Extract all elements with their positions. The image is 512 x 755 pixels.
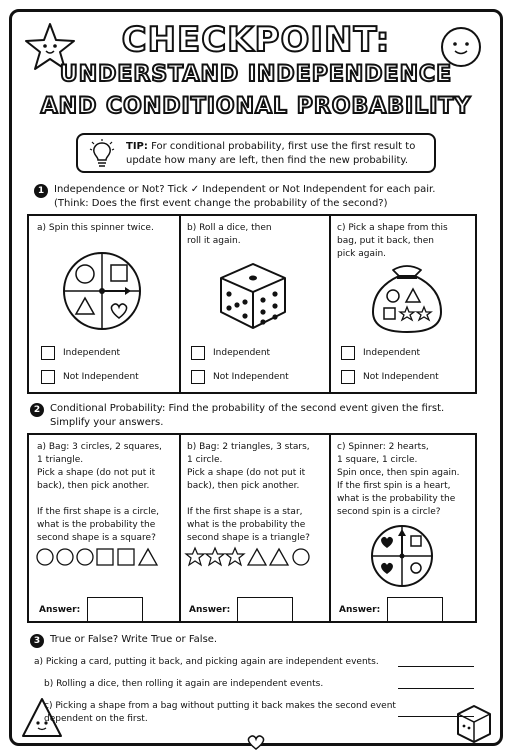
label-a-not-independent: Not Independent bbox=[63, 372, 139, 382]
label-c-not-independent: Not Independent bbox=[363, 372, 439, 382]
answer-a-box[interactable] bbox=[87, 597, 143, 623]
section2-item-b-text: b) Bag: 2 triangles, 3 stars, 1 circle. Pick a shape (do not put it back), then pick another. If the first shape is a star, what is the probability the second shape is a triangle? bbox=[187, 442, 310, 543]
section2-item-b bbox=[179, 435, 331, 621]
answer-a-label: Answer: bbox=[39, 605, 81, 615]
checkbox-c-independent[interactable] bbox=[341, 346, 355, 360]
section1-instruction: Independence or Not? Tick ✓ Independent or Not Independent for each pair. bbox=[54, 184, 436, 195]
section2-item-c bbox=[329, 435, 475, 621]
label-b-independent: Independent bbox=[213, 348, 271, 358]
shape-set-b-icon bbox=[185, 547, 323, 567]
section1-item-c-text: c) Pick a shape from this bag, put it back, then pick again. bbox=[337, 223, 448, 259]
checkbox-a-independent[interactable] bbox=[41, 346, 55, 360]
checkbox-b-independent[interactable] bbox=[191, 346, 205, 360]
spinner-icon bbox=[61, 250, 143, 332]
lightbulb-icon bbox=[88, 139, 116, 169]
label-c-independent: Independent bbox=[363, 348, 421, 358]
section1-number: 1 bbox=[34, 184, 48, 198]
heart-spinner-icon bbox=[369, 523, 435, 589]
page-title: CHECKPOINT: bbox=[121, 20, 391, 60]
answer-b-box[interactable] bbox=[237, 597, 293, 623]
section1-hint: (Think: Does the first event change the probability of the second?) bbox=[54, 198, 388, 209]
label-b-not-independent: Not Independent bbox=[213, 372, 289, 382]
cube-mascot-icon bbox=[452, 700, 496, 744]
tf-answer-line-c[interactable] bbox=[398, 716, 474, 717]
tip-text bbox=[126, 140, 430, 168]
tf-item-c: c) Picking a shape from a bag without putting it back makes the second event dependent on the first. bbox=[44, 701, 396, 724]
section1-item-b-text: b) Roll a dice, then roll it again. bbox=[187, 223, 272, 246]
answer-c-box[interactable] bbox=[387, 597, 443, 623]
section2-hint: Simplify your answers. bbox=[50, 417, 164, 428]
section1-item-a-text: a) Spin this spinner twice. bbox=[37, 223, 154, 233]
tf-item-b: b) Rolling a dice, then rolling it again are independent events. bbox=[44, 679, 324, 689]
dice-icon bbox=[217, 256, 289, 332]
section2-item-c-text: c) Spinner: 2 hearts, 1 square, 1 circle. Spin once, then spin again. If the first spin is a heart, what is the probability the second spin is a circle? bbox=[337, 442, 460, 517]
checkbox-b-not-independent[interactable] bbox=[191, 370, 205, 384]
shape-set-a-icon bbox=[35, 547, 173, 567]
tip-label: TIP: bbox=[126, 141, 148, 152]
label-a-independent: Independent bbox=[63, 348, 121, 358]
page-subtitle-line2: AND CONDITIONAL PROBABILITY bbox=[40, 94, 472, 119]
section2-item-a-text: a) Bag: 3 circles, 2 squares, 1 triangle. Pick a shape (do not put it back), then pick another. If the first shape is a circle, what is the probability the second shape is a square? bbox=[37, 442, 162, 543]
heart-ornament-icon bbox=[246, 734, 266, 750]
tf-item-a: a) Picking a card, putting it back, and picking again are independent events. bbox=[34, 657, 379, 667]
section3-instruction: True or False? Write True or False. bbox=[50, 634, 218, 645]
section1-item-b bbox=[179, 216, 331, 392]
checkbox-c-not-independent[interactable] bbox=[341, 370, 355, 384]
section2-panel bbox=[27, 433, 477, 623]
tip-body: For conditional probability, first use the first result to update how many are left, then find the new probability. bbox=[126, 141, 416, 166]
section1-panel bbox=[27, 214, 477, 394]
tf-answer-line-b[interactable] bbox=[398, 688, 474, 689]
section2-number: 2 bbox=[30, 403, 44, 417]
answer-c-label: Answer: bbox=[339, 605, 381, 615]
page-subtitle-line1: UNDERSTAND INDEPENDENCE bbox=[59, 62, 453, 87]
section2-item-a bbox=[29, 435, 181, 621]
tf-answer-line-a[interactable] bbox=[398, 666, 474, 667]
section1-item-a bbox=[29, 216, 181, 392]
section2-instruction: Conditional Probability: Find the probability of the second event given the first. bbox=[50, 403, 445, 414]
section3-number: 3 bbox=[30, 634, 44, 648]
checkbox-a-not-independent[interactable] bbox=[41, 370, 55, 384]
shape-bag-icon bbox=[367, 260, 447, 336]
answer-b-label: Answer: bbox=[189, 605, 231, 615]
section1-item-c bbox=[329, 216, 475, 392]
tip-box bbox=[76, 133, 436, 173]
